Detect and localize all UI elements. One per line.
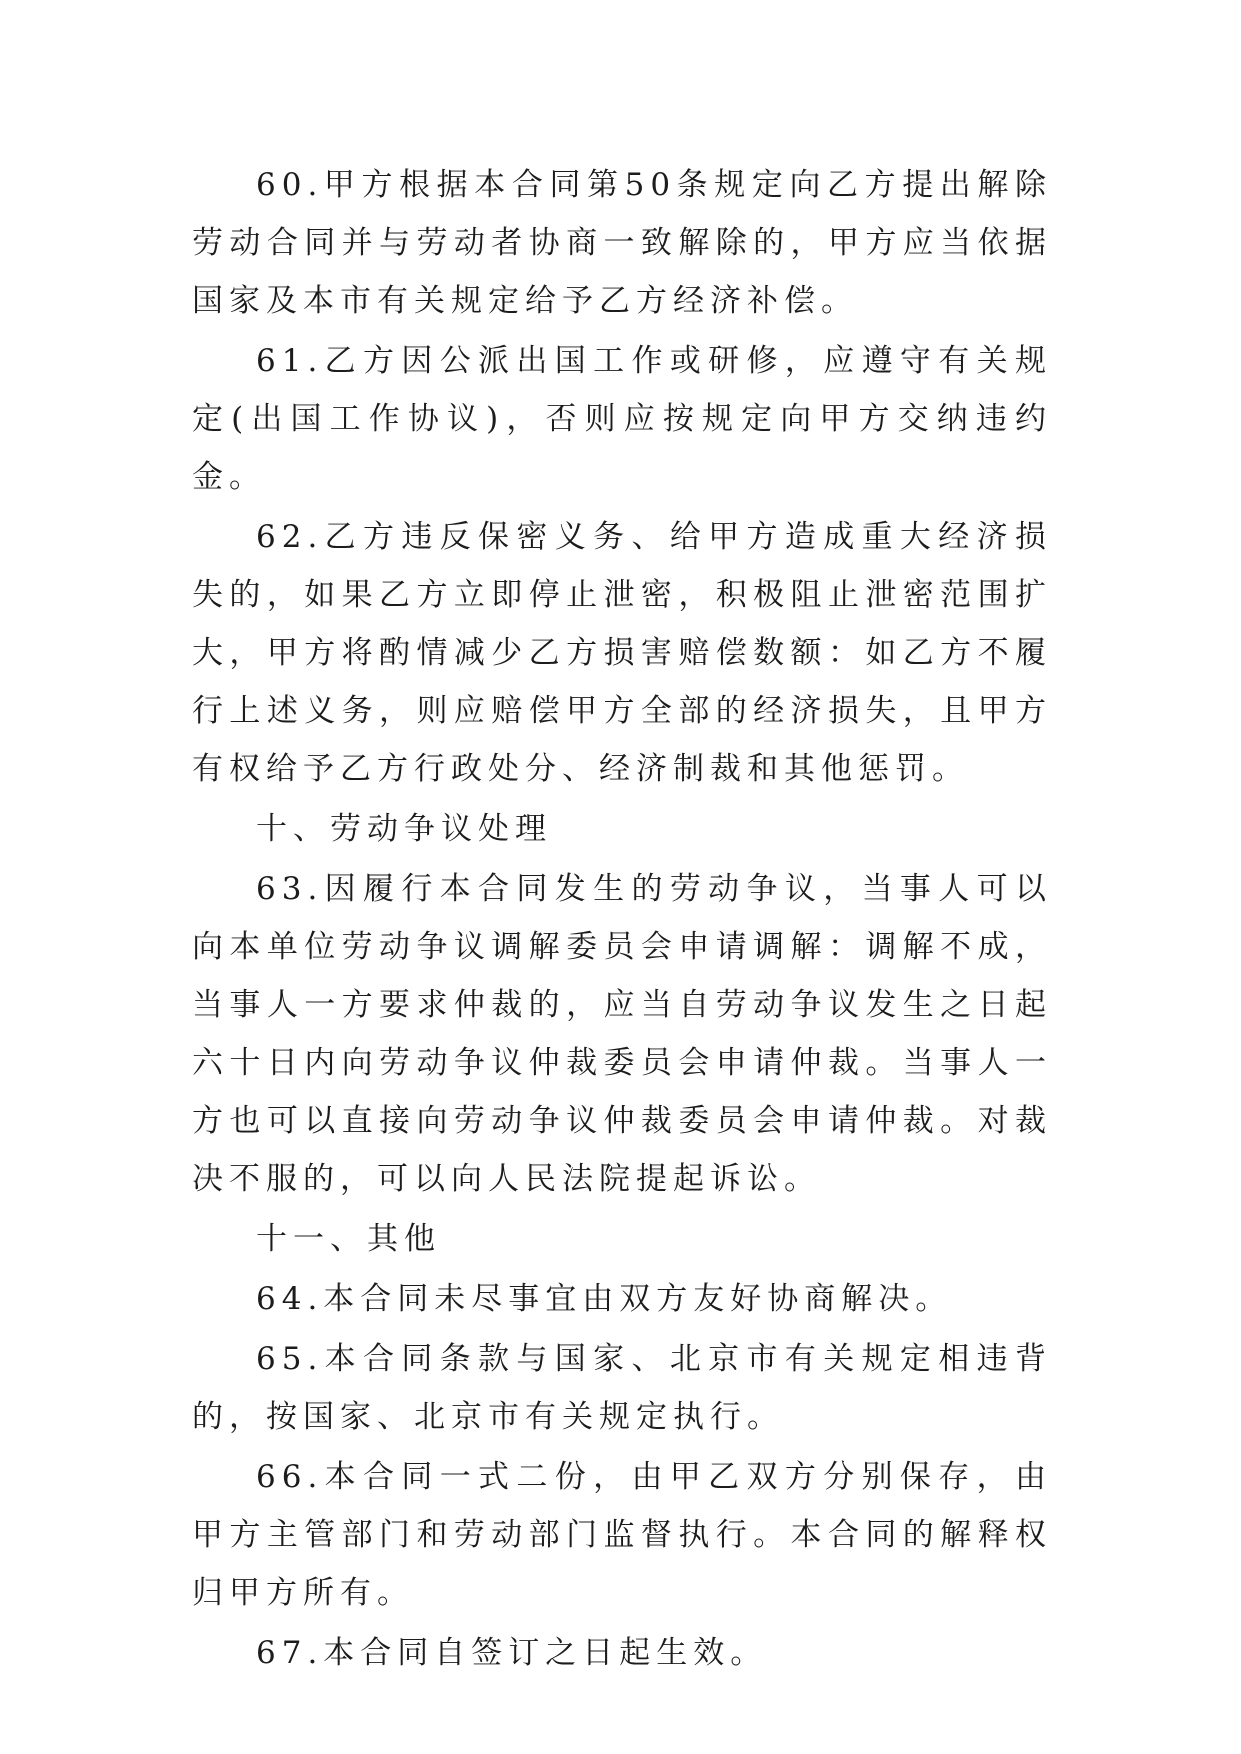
clause-66: 66.本合同一式二份，由甲乙双方分别保存，由甲方主管部门和劳动部门监督执行。本合同的解释权归甲方所有。 <box>192 1459 1052 1611</box>
clause-62: 62.乙方违反保密义务、给甲方造成重大经济损失的，如果乙方立即停止泄密，积极阻止泄密范围扩大，甲方将酌情减少乙方损害赔偿数额：如乙方不履行上述义务，则应赔偿甲方全部的经济损失，且甲方有权给予乙方行政处分、经济制裁和其他惩罚。 <box>192 519 1052 787</box>
section-heading-labor-dispute: 十、劳动争议处理 <box>256 811 552 847</box>
document-body <box>192 156 1052 1682</box>
clause-65: 65.本合同条款与国家、北京市有关规定相违背的，按国家、北京市有关规定执行。 <box>192 1341 1052 1435</box>
clause-63: 63.因履行本合同发生的劳动争议，当事人可以向本单位劳动争议调解委员会申请调解：调解不成，当事人一方要求仲裁的，应当自劳动争议发生之日起六十日内向劳动争议仲裁委员会申请仲裁。当事人一方也可以直接向劳动争议仲裁委员会申请仲裁。对裁决不服的，可以向人民法院提起诉讼。 <box>192 871 1052 1197</box>
section-heading-other: 十一、其他 <box>256 1221 441 1257</box>
clause-61: 61.乙方因公派出国工作或研修，应遵守有关规定(出国工作协议)，否则应按规定向甲方交纳违约金。 <box>192 343 1052 495</box>
clause-67: 67.本合同自签订之日起生效。 <box>256 1635 768 1671</box>
clause-60: 60.甲方根据本合同第50条规定向乙方提出解除劳动合同并与劳动者协商一致解除的，甲方应当依据国家及本市有关规定给予乙方经济补偿。 <box>192 167 1052 319</box>
clause-64: 64.本合同未尽事宜由双方友好协商解决。 <box>256 1281 953 1317</box>
